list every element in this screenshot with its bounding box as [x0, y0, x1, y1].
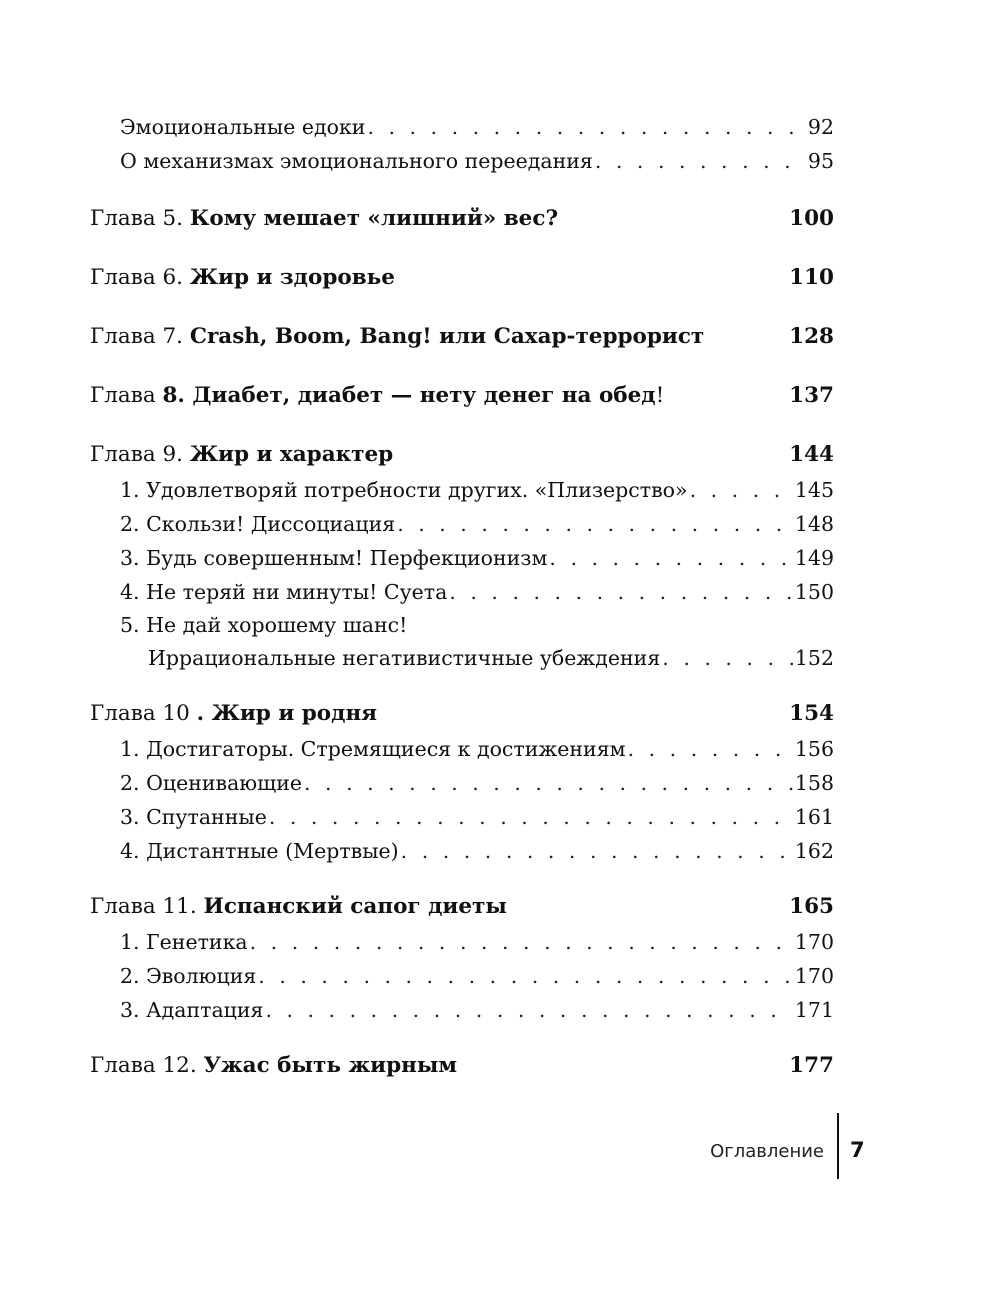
chapter-9-heading[interactable]: [90, 437, 834, 473]
dot-leader: [258, 959, 793, 993]
toc-entry[interactable]: [90, 507, 834, 541]
chapter-page: 144: [789, 442, 834, 467]
toc-entry-page: 150: [794, 580, 834, 604]
chapter-title: Жир и характер: [189, 442, 394, 467]
toc-entry-page: 148: [794, 512, 834, 536]
toc-entry-page: 152: [794, 646, 834, 670]
toc-entry-title: 2. Скользи! Диссоциация: [120, 512, 396, 536]
toc-entry[interactable]: [90, 959, 834, 993]
toc-entry-title: Эмоциональные едоки: [120, 115, 366, 139]
toc-entry[interactable]: [90, 800, 834, 834]
toc-entry-title: Иррациональные негативистичные убеждения: [148, 646, 661, 670]
toc-entry-title: О механизмах эмоционального переедания: [120, 149, 593, 173]
dot-leader: [304, 766, 793, 800]
running-footer-section: Оглавление: [710, 1141, 824, 1162]
chapter-title: Ужас быть жирным: [203, 1053, 458, 1078]
dot-leader: [269, 800, 793, 834]
toc-entry-title: 4. Не теряй ни минуты! Суета: [120, 580, 448, 604]
chapter-page: 128: [789, 324, 834, 349]
chapter-suffix: !: [655, 383, 665, 408]
dot-leader: [250, 925, 793, 959]
toc-entry-title: 1. Удовлетворяй потребности других. «Плизерство»: [120, 478, 688, 502]
toc-entry-page: 158: [794, 771, 834, 795]
toc-entry-title: 4. Дистантные (Мертвые): [120, 839, 399, 863]
toc-entry-first-line[interactable]: 5. Не дай хорошему шанс!: [120, 613, 408, 637]
chapter-title: . Жир и родня: [196, 701, 378, 726]
dot-leader: [662, 641, 793, 675]
chapter-8-heading[interactable]: [90, 378, 834, 414]
chapter-page: 177: [789, 1053, 834, 1078]
toc-entry[interactable]: [90, 575, 834, 609]
toc-entry-title: 3. Спутанные: [120, 805, 267, 829]
toc-entry[interactable]: [90, 766, 834, 800]
chapter-10-heading[interactable]: [90, 696, 834, 732]
dot-leader: [401, 834, 793, 868]
toc-entry-page: 95: [807, 149, 834, 173]
toc-entry[interactable]: [90, 641, 834, 675]
chapter-prefix: Глава 7.: [90, 324, 190, 349]
dot-leader: [690, 473, 793, 507]
chapter-prefix: Глава 10: [90, 701, 197, 726]
chapter-prefix: Глава 6.: [90, 265, 190, 290]
toc-entry-title: 2. Эволюция: [120, 964, 257, 988]
toc-entry-page: 170: [794, 930, 834, 954]
dot-leader: [397, 507, 793, 541]
toc-entry[interactable]: [90, 473, 834, 507]
toc-entry[interactable]: [90, 110, 834, 144]
chapter-page: 165: [789, 894, 834, 919]
chapter-page: 110: [789, 265, 834, 290]
toc-entry-page: 171: [794, 998, 834, 1022]
toc-entry[interactable]: [90, 834, 834, 868]
chapter-title: Crash, Boom, Bang! или Сахар-террорист: [189, 324, 705, 349]
table-of-contents: [90, 110, 834, 1084]
toc-entry-title: 1. Достигаторы. Стремящиеся к достижениям: [120, 737, 626, 761]
chapter-title: Испанский сапог диеты: [203, 894, 507, 919]
toc-entry[interactable]: [90, 925, 834, 959]
page-footer: [0, 1113, 986, 1181]
toc-entry[interactable]: [90, 541, 834, 575]
chapter-11-heading[interactable]: [90, 889, 834, 925]
chapter-6-heading[interactable]: [90, 260, 834, 296]
dot-leader: [549, 541, 792, 575]
chapter-page: 154: [789, 701, 834, 726]
toc-entry-page: 162: [794, 839, 834, 863]
chapter-title: Кому мешает «лишний» вес?: [189, 206, 559, 231]
toc-entry-title: 1. Генетика: [120, 930, 248, 954]
dot-leader: [367, 110, 805, 144]
dot-leader: [595, 144, 806, 178]
footer-divider: [837, 1113, 839, 1179]
chapter-page: 100: [789, 206, 834, 231]
toc-entry-title: 3. Адаптация: [120, 998, 264, 1022]
dot-leader: [628, 732, 793, 766]
chapter-prefix: Глава 11.: [90, 894, 204, 919]
chapter-prefix: Глава 9.: [90, 442, 190, 467]
chapter-prefix: Глава 12.: [90, 1053, 204, 1078]
chapter-title: Жир и здоровье: [189, 265, 395, 290]
toc-entry-title: 3. Будь совершенным! Перфекционизм: [120, 546, 548, 570]
toc-entry-page: 92: [807, 115, 834, 139]
toc-entry-page: 161: [794, 805, 834, 829]
toc-entry-page: 170: [794, 964, 834, 988]
page-number: 7: [850, 1138, 865, 1162]
toc-entry-page: 156: [794, 737, 834, 761]
dot-leader: [265, 993, 792, 1027]
chapter-title: 8. Диабет, диабет — нету денег на обед: [162, 383, 656, 408]
chapter-page: 137: [789, 383, 834, 408]
toc-entry-page: 145: [794, 478, 834, 502]
chapter-5-heading[interactable]: [90, 201, 834, 237]
toc-entry-title: 2. Оценивающие: [120, 771, 302, 795]
toc-entry[interactable]: [90, 732, 834, 766]
toc-entry[interactable]: [90, 144, 834, 178]
chapter-prefix: Глава 5.: [90, 206, 190, 231]
toc-entry-page: 149: [794, 546, 834, 570]
chapter-12-heading[interactable]: [90, 1048, 834, 1084]
chapter-7-heading[interactable]: [90, 319, 834, 355]
dot-leader: [449, 575, 793, 609]
chapter-prefix: Глава: [90, 383, 163, 408]
toc-entry[interactable]: [90, 993, 834, 1027]
